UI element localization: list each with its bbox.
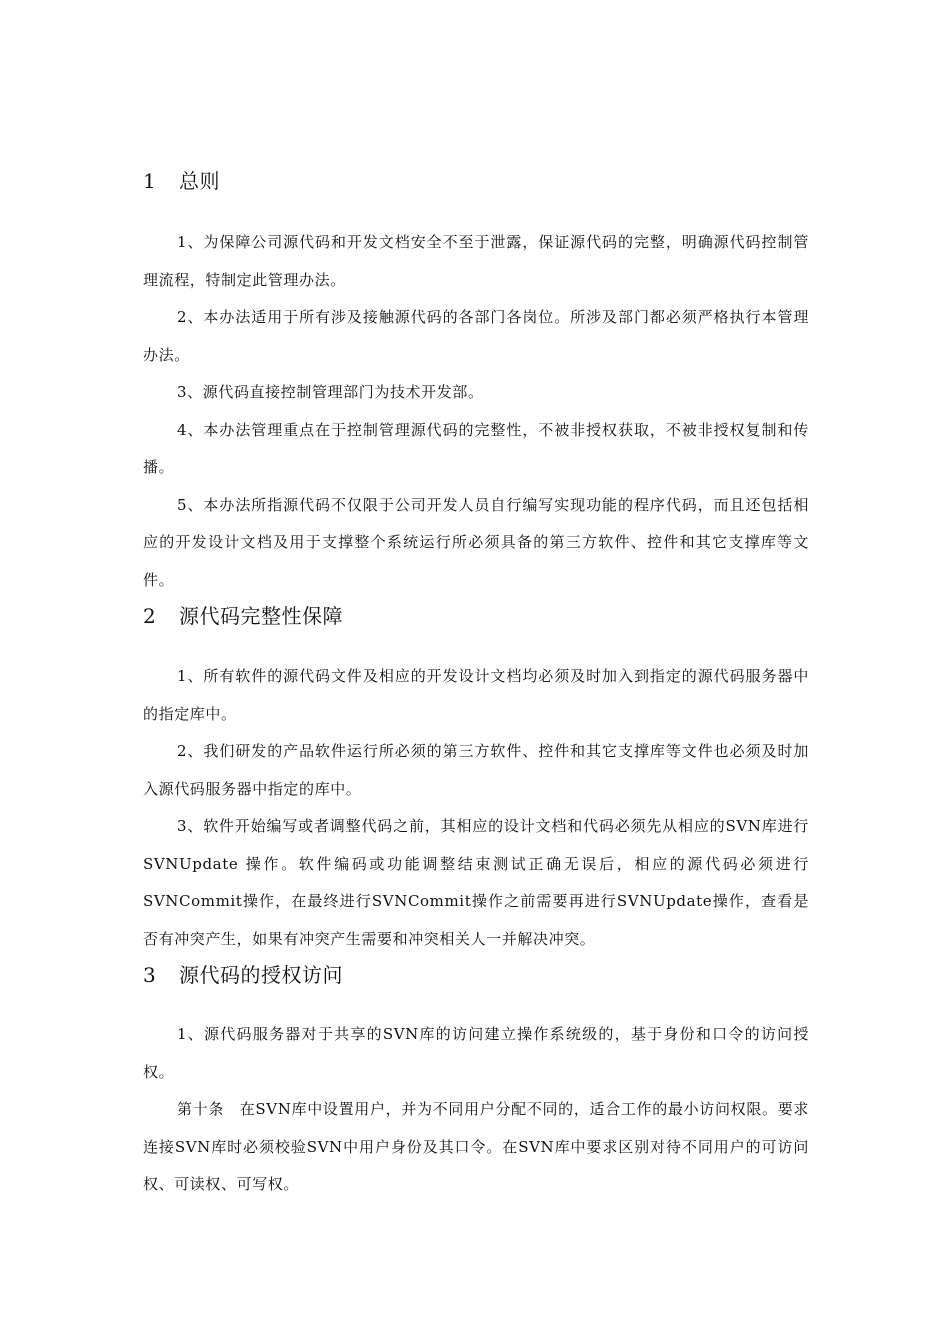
section-number: 2: [143, 604, 157, 628]
section-integrity: [143, 601, 809, 958]
paragraph: 2、本办法适用于所有涉及接触源代码的各部门各岗位。所涉及部门都必须严格执行本管理办法。: [143, 308, 809, 364]
paragraph: 1、所有软件的源代码文件及相应的开发设计文档均必须及时加入到指定的源代码服务器中的指定库中。: [143, 667, 809, 723]
paragraph: 2、我们研发的产品软件运行所必须的第三方软件、控件和其它支撑库等文件也必须及时加入源代码服务器中指定的库中。: [143, 742, 809, 798]
section-number: 3: [143, 963, 157, 987]
paragraph: 5、本办法所指源代码不仅限于公司开发人员自行编写实现功能的程序代码，而且还包括相应的开发设计文档及用于支撑整个系统运行所必须具备的第三方软件、控件和其它支撑库等文件。: [143, 495, 809, 589]
section-general: [143, 166, 809, 599]
section-title: 总则: [179, 169, 220, 193]
paragraph: 3、软件开始编写或者调整代码之前，其相应的设计文档和代码必须先从相应的SVN库进行 SVNUpdate 操作。软件编码或功能调整结束测试正确无误后，相应的源代码必须进行SVNCommit操作，在最终进行SVNCommit操作之前需要再进行SVNUpdate操作，查看是否有冲突产生，如果有冲突产生需要和冲突相关人一并解决冲突。: [143, 817, 809, 948]
section-heading: [143, 601, 809, 631]
document-body: [143, 166, 809, 1204]
section-number: 1: [143, 169, 157, 193]
paragraph: 3、源代码直接控制管理部门为技术开发部。: [177, 383, 484, 401]
paragraph: 4、本办法管理重点在于控制管理源代码的完整性，不被非授权获取，不被非授权复制和传播。: [143, 420, 809, 476]
section-heading: [143, 166, 809, 196]
paragraph: 1、为保障公司源代码和开发文档安全不至于泄露，保证源代码的完整，明确源代码控制管理流程，特制定此管理办法。: [143, 233, 809, 289]
section-title: 源代码的授权访问: [179, 963, 343, 987]
section-title: 源代码完整性保障: [179, 604, 343, 628]
section-heading: [143, 960, 809, 990]
section-access: [143, 960, 809, 1204]
paragraph: 1、源代码服务器对于共享的SVN库的访问建立操作系统级的，基于身份和口令的访问授权。: [143, 1025, 809, 1081]
paragraph: 第十条 在SVN库中设置用户，并为不同用户分配不同的，适合工作的最小访问权限。要求连接SVN库时必须校验SVN中用户身份及其口令。在SVN库中要求区别对待不同用户的可访问权、可读权、可写权。: [143, 1100, 809, 1193]
